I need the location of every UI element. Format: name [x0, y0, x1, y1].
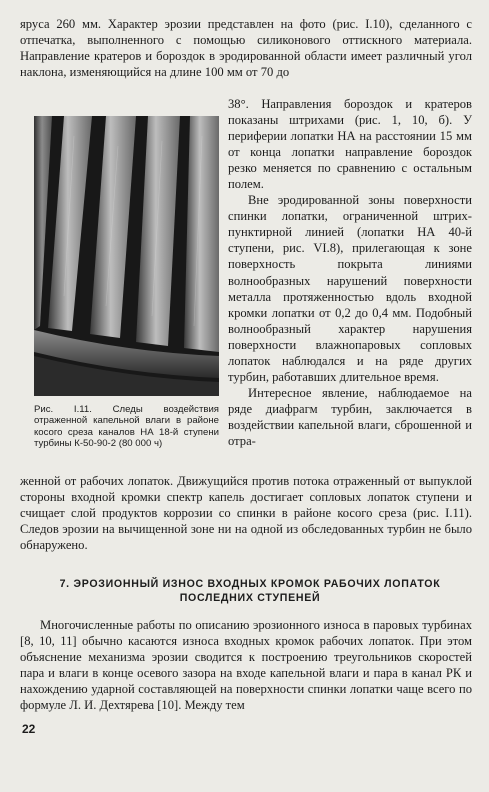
continuation-paragraph — [20, 473, 472, 553]
section-paragraph-text: Многочисленные работы по описанию эрозионного износа в паровых турбинах [8, 10, 11] обычно касаются износа входных кромок рабочих лопаток. При этом объяснение механизма эрозии сводится к построению треугольников скоростей пара и влаги в конце осевого зазора на входе капельной влаги и пара в канал РК и нахождению ударной составляющей на поверхности спинки лопатки чаще всего по формуле Л. И. Дехтярева [10]. Между тем — [20, 618, 472, 713]
top-paragraph — [20, 16, 472, 80]
figure-caption: Рис. I.11. Следы воздействия отраженной капельной влаги в районе косого среза каналов НА 18-й ступени турбины К-50-90-2 (80 000 ч) — [34, 404, 219, 450]
right-column-paragraph-1: 38°. Направления бороздок и кратеров показаны штрихами (рис. 1, 10, б). У периферии лопатки НА на расстоянии 15 мм от конца лопатки направление бороздок резко меняется по сравнению с остальным полем. — [228, 97, 472, 192]
figure-photo — [34, 116, 219, 396]
right-column-paragraph-2: Вне эродированной зоны поверхности спинки лопатки, ограниченной штрих-пунктирной линией (лопатки НА 40-й ступени, рис. VI.8), прилегающая к зоне поверхность покрыта линиями волнообразных нарушений поверхности металла протяженностью вдоль входной кромки лопатки от 0,2 до 0,4 мм. Подобный волнообразный характер нарушения поверхности влажнопаровых сопловых лопаток наблюдался и на ряде других турбин, работавших длительное время. — [228, 193, 472, 384]
section-paragraph — [20, 617, 472, 713]
right-column-paragraph-3: Интересное явление, наблюдаемое на ряде диафрагм турбин, заключается в воздействии капельной влаги, сброшенной и отра- — [228, 385, 472, 448]
section-heading: 7. ЭРОЗИОННЫЙ ИЗНОС ВХОДНЫХ КРОМОК РАБОЧИХ ЛОПАТОК ПОСЛЕДНИХ СТУПЕНЕЙ — [59, 578, 441, 604]
continuation-paragraph-text: женной от рабочих лопаток. Движущийся против потока отраженный от выпуклой стороны входной кромки спектр капель достигает сопловых лопаток ступени и счищает слой продуктов коррозии со спинки в районе косого среза (рис. I.11). Следов эрозии на вычищенной зоне ни на одной из обследованных турбин не было обнаружено. — [20, 474, 472, 553]
turbine-nozzle-photo — [34, 116, 219, 396]
top-paragraph-text: яруса 260 мм. Характер эрозии представлен на фото (рис. I.10), сделанного с отпечатка, выполненного с помощью силиконового оттискного материала. Направление кратеров и бороздок в эродированной области имеет различный угол наклона, изменяющийся на длине 100 мм от 70 до — [20, 17, 472, 80]
page-number: 22 — [22, 722, 36, 736]
right-column — [228, 96, 472, 449]
